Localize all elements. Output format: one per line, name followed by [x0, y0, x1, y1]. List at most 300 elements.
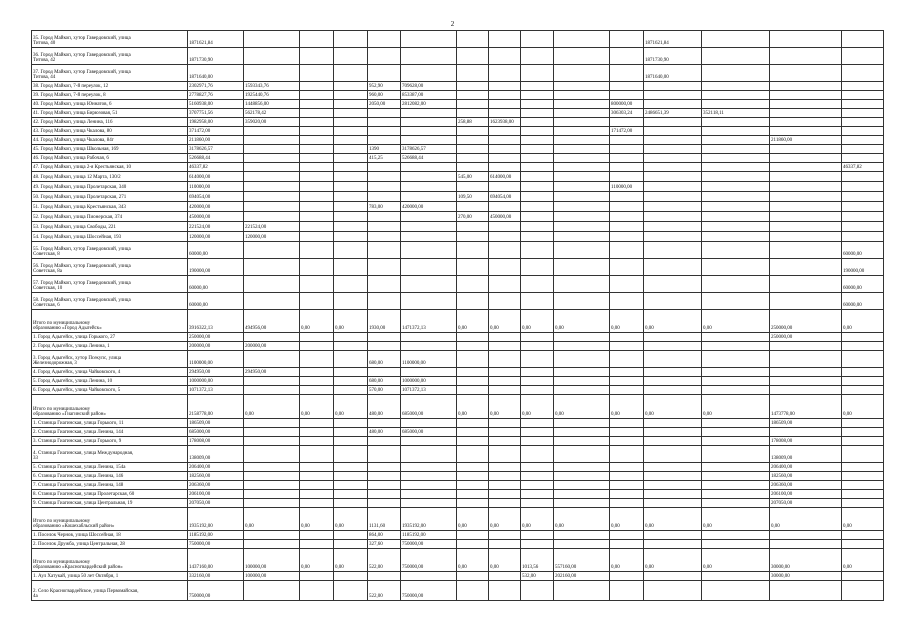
row-name-cell: 36. Город Майкоп, хутор Гавердовский, улица Титова, 42: [32, 48, 188, 65]
value-cell: [842, 490, 884, 499]
value-cell: [300, 531, 334, 540]
row-name-cell: 51. Город Майкоп, улица Крестьянская, 343: [32, 202, 188, 212]
value-cell: [770, 242, 842, 259]
value-cell: [702, 212, 770, 222]
value-cell: 3916322,13: [188, 310, 244, 333]
value-cell: [644, 333, 702, 342]
table-row: [32, 342, 884, 351]
value-cell: [702, 100, 770, 109]
value-cell: [401, 293, 457, 310]
value-cell: [521, 446, 554, 463]
value-cell: [368, 109, 401, 118]
value-cell: [521, 242, 554, 259]
value-cell: [521, 172, 554, 182]
value-cell: [457, 333, 489, 342]
value-cell: 750000,00: [401, 549, 457, 572]
value-cell: [554, 91, 610, 100]
value-cell: [554, 351, 610, 368]
value-cell: [457, 136, 489, 145]
value-cell: [702, 540, 770, 549]
value-cell: [457, 581, 489, 601]
value-cell: 202160,00: [554, 572, 610, 581]
value-cell: [457, 222, 489, 232]
value-cell: 1982958,00: [188, 118, 244, 127]
value-cell: 480,00: [368, 428, 401, 437]
value-cell: [244, 333, 300, 342]
value-cell: [554, 437, 610, 446]
value-cell: [401, 463, 457, 472]
value-cell: [368, 463, 401, 472]
value-cell: [644, 437, 702, 446]
value-cell: 294950,00: [188, 368, 244, 377]
value-cell: [489, 581, 521, 601]
table-row: [32, 481, 884, 490]
value-cell: 206400,00: [188, 463, 244, 472]
value-cell: [401, 222, 457, 232]
table-row: [32, 276, 884, 293]
value-cell: 306303,24: [610, 109, 644, 118]
value-cell: [644, 463, 702, 472]
value-cell: [334, 48, 368, 65]
value-cell: [401, 419, 457, 428]
value-cell: [521, 351, 554, 368]
value-cell: [521, 333, 554, 342]
value-cell: [457, 351, 489, 368]
value-cell: [300, 490, 334, 499]
value-cell: [489, 437, 521, 446]
value-cell: 783,00: [368, 202, 401, 212]
value-cell: [401, 446, 457, 463]
value-cell: [644, 342, 702, 351]
value-cell: [644, 232, 702, 242]
value-cell: [610, 446, 644, 463]
value-cell: [521, 48, 554, 65]
value-cell: [702, 222, 770, 232]
value-cell: [842, 419, 884, 428]
value-cell: [842, 377, 884, 386]
value-cell: [300, 232, 334, 242]
value-cell: [770, 109, 842, 118]
value-cell: [457, 572, 489, 581]
value-cell: 60000,00: [188, 293, 244, 310]
value-cell: [489, 276, 521, 293]
value-cell: 2486651,39: [644, 109, 702, 118]
value-cell: [368, 259, 401, 276]
value-cell: [702, 446, 770, 463]
value-cell: [334, 212, 368, 222]
row-name-cell: 9. Станица Гиагинская, улица Центральная, 19: [32, 499, 188, 508]
value-cell: 570,00: [368, 386, 401, 395]
value-cell: [554, 377, 610, 386]
value-cell: [702, 136, 770, 145]
value-cell: 709628,00: [401, 82, 457, 91]
value-cell: [457, 342, 489, 351]
value-cell: [521, 481, 554, 490]
value-cell: [457, 368, 489, 377]
value-cell: [401, 242, 457, 259]
row-name-cell: 38. Город Майкоп, 7-й переулок, 12: [32, 82, 188, 91]
value-cell: 1925440,76: [244, 91, 300, 100]
value-cell: [644, 127, 702, 136]
value-cell: 0,00: [244, 508, 300, 531]
value-cell: [644, 481, 702, 490]
row-name-cell: 4. Город Адыгейск, улица Чайковского, 4: [32, 368, 188, 377]
value-cell: 0,00: [489, 508, 521, 531]
value-cell: [300, 212, 334, 222]
value-cell: [489, 127, 521, 136]
value-cell: 694054,00: [489, 192, 521, 202]
value-cell: 250000,00: [770, 310, 842, 333]
value-cell: [521, 581, 554, 601]
value-cell: [644, 351, 702, 368]
data-table: [31, 30, 884, 601]
value-cell: [842, 118, 884, 127]
value-cell: [457, 91, 489, 100]
value-cell: [457, 437, 489, 446]
value-cell: [610, 472, 644, 481]
table-row: [32, 212, 884, 222]
value-cell: [489, 572, 521, 581]
value-cell: [368, 136, 401, 145]
value-cell: [489, 154, 521, 163]
value-cell: 1871640,00: [188, 65, 244, 82]
value-cell: [842, 31, 884, 48]
value-cell: [300, 65, 334, 82]
row-name-cell: 6. Город Адыгейск, улица Чайковского, 5: [32, 386, 188, 395]
value-cell: [300, 48, 334, 65]
value-cell: [554, 31, 610, 48]
value-cell: [300, 163, 334, 172]
value-cell: 60000,00: [188, 276, 244, 293]
value-cell: [300, 386, 334, 395]
value-cell: [489, 82, 521, 91]
value-cell: 0,00: [489, 395, 521, 419]
table-row: [32, 100, 884, 109]
value-cell: [521, 127, 554, 136]
value-cell: 0,00: [334, 310, 368, 333]
value-cell: [554, 368, 610, 377]
page-number: 2: [450, 20, 455, 28]
value-cell: [368, 182, 401, 192]
value-cell: [244, 212, 300, 222]
value-cell: [644, 242, 702, 259]
value-cell: [368, 118, 401, 127]
value-cell: 1935192,00: [401, 508, 457, 531]
value-cell: [457, 419, 489, 428]
value-cell: 685000,00: [401, 395, 457, 419]
value-cell: [300, 91, 334, 100]
row-name-cell: 42. Город Майкоп, улица Ленина, 116: [32, 118, 188, 127]
value-cell: 359020,00: [244, 118, 300, 127]
value-cell: [702, 232, 770, 242]
value-cell: 685000,00: [188, 428, 244, 437]
value-cell: 480,00: [368, 395, 401, 419]
value-cell: [521, 377, 554, 386]
row-name-cell: Итого по муниципальному образованию «Гиагинский район»: [32, 395, 188, 419]
value-cell: [610, 572, 644, 581]
value-cell: 952,90: [368, 82, 401, 91]
value-cell: [842, 212, 884, 222]
value-cell: [300, 182, 334, 192]
row-name-cell: 5. Город Адыгейск, улица Ленина, 10: [32, 377, 188, 386]
value-cell: 1930,00: [368, 310, 401, 333]
value-cell: [489, 202, 521, 212]
value-cell: [702, 145, 770, 154]
value-cell: [368, 222, 401, 232]
value-cell: [702, 202, 770, 212]
value-cell: [401, 472, 457, 481]
value-cell: [702, 490, 770, 499]
value-cell: [554, 232, 610, 242]
value-cell: [702, 118, 770, 127]
value-cell: [554, 212, 610, 222]
value-cell: [644, 386, 702, 395]
value-cell: [610, 481, 644, 490]
value-cell: [334, 163, 368, 172]
value-cell: [334, 499, 368, 508]
value-cell: [770, 65, 842, 82]
row-name-cell: 41. Город Майкоп, улица Бирюзовая, 51: [32, 109, 188, 118]
value-cell: [368, 368, 401, 377]
value-cell: [300, 481, 334, 490]
value-cell: [554, 48, 610, 65]
value-cell: 250000,00: [770, 333, 842, 342]
value-cell: [401, 232, 457, 242]
value-cell: [644, 222, 702, 232]
row-name-cell: 3. Город Адыгейск, хутор Псекупс, улица Железнодорожная, 3: [32, 351, 188, 368]
value-cell: [521, 163, 554, 172]
value-cell: [702, 91, 770, 100]
value-cell: [521, 182, 554, 192]
value-cell: [554, 145, 610, 154]
value-cell: 1000000,00: [401, 377, 457, 386]
table-row: [32, 428, 884, 437]
value-cell: [770, 182, 842, 192]
table-row: [32, 377, 884, 386]
value-cell: [244, 163, 300, 172]
value-cell: 1100000,00: [401, 351, 457, 368]
table-row: [32, 351, 884, 368]
value-cell: [457, 82, 489, 91]
value-cell: 0,00: [554, 310, 610, 333]
value-cell: [702, 581, 770, 601]
value-cell: [489, 377, 521, 386]
value-cell: 1390: [368, 145, 401, 154]
value-cell: [244, 202, 300, 212]
value-cell: 207050,00: [188, 499, 244, 508]
row-name-cell: 1. Аул Хатукай, улица 50 лет Октября, 1: [32, 572, 188, 581]
value-cell: [770, 428, 842, 437]
value-cell: [610, 192, 644, 202]
value-cell: 0,00: [457, 310, 489, 333]
value-cell: [457, 259, 489, 276]
value-cell: 3178626,57: [188, 145, 244, 154]
value-cell: [770, 342, 842, 351]
row-name-cell: 7. Станица Гиагинская, улица Ленина, 148: [32, 481, 188, 490]
value-cell: [644, 293, 702, 310]
value-cell: 207050,00: [770, 499, 842, 508]
row-name-cell: 6. Станица Гиагинская, улица Ленина, 146: [32, 472, 188, 481]
value-cell: [368, 65, 401, 82]
value-cell: 557160,00: [554, 549, 610, 572]
value-cell: [401, 163, 457, 172]
value-cell: [334, 65, 368, 82]
value-cell: [334, 136, 368, 145]
table-row: [32, 310, 884, 333]
value-cell: [610, 463, 644, 472]
value-cell: [702, 65, 770, 82]
value-cell: [610, 499, 644, 508]
value-cell: [842, 581, 884, 601]
value-cell: [368, 472, 401, 481]
value-cell: 494956,00: [244, 310, 300, 333]
row-name-cell: 48. Город Майкоп, улица 12 Марта, 130/2: [32, 172, 188, 182]
value-cell: [489, 293, 521, 310]
value-cell: 206360,00: [770, 481, 842, 490]
value-cell: [842, 351, 884, 368]
value-cell: 0,00: [842, 549, 884, 572]
value-cell: [401, 182, 457, 192]
row-name-cell: 37. Город Майкоп, хутор Гавердовский, улица Титова, 44: [32, 65, 188, 82]
table-body: [32, 31, 884, 601]
value-cell: [610, 259, 644, 276]
value-cell: [489, 490, 521, 499]
value-cell: [489, 333, 521, 342]
value-cell: 200000,00: [188, 342, 244, 351]
value-cell: [554, 65, 610, 82]
value-cell: [842, 145, 884, 154]
value-cell: 294950,00: [244, 368, 300, 377]
value-cell: 2302971,76: [188, 82, 244, 91]
value-cell: [300, 242, 334, 259]
value-cell: [702, 386, 770, 395]
value-cell: [300, 581, 334, 601]
value-cell: [300, 540, 334, 549]
value-cell: [770, 154, 842, 163]
value-cell: [644, 490, 702, 499]
value-cell: 0,00: [457, 395, 489, 419]
value-cell: [401, 437, 457, 446]
value-cell: 1473778,00: [770, 395, 842, 419]
value-cell: [644, 540, 702, 549]
value-cell: [842, 65, 884, 82]
value-cell: [610, 48, 644, 65]
value-cell: [244, 172, 300, 182]
value-cell: [457, 242, 489, 259]
value-cell: [610, 581, 644, 601]
table-row: [32, 82, 884, 91]
value-cell: [334, 154, 368, 163]
value-cell: [244, 182, 300, 192]
value-cell: [489, 48, 521, 65]
value-cell: [457, 490, 489, 499]
value-cell: [521, 540, 554, 549]
value-cell: 1593343,76: [244, 82, 300, 91]
value-cell: [554, 540, 610, 549]
row-name-cell: 44. Город Майкоп, улица Чкалова, 84г: [32, 136, 188, 145]
value-cell: [457, 499, 489, 508]
value-cell: [300, 351, 334, 368]
value-cell: 46337,82: [188, 163, 244, 172]
value-cell: 1185192,00: [188, 531, 244, 540]
value-cell: [644, 172, 702, 182]
value-cell: [300, 145, 334, 154]
value-cell: [368, 172, 401, 182]
value-cell: [334, 192, 368, 202]
value-cell: [702, 192, 770, 202]
table-row: [32, 31, 884, 48]
value-cell: [702, 342, 770, 351]
value-cell: [334, 109, 368, 118]
value-cell: [334, 82, 368, 91]
value-cell: [368, 192, 401, 202]
value-cell: [300, 127, 334, 136]
value-cell: 182560,00: [770, 472, 842, 481]
value-cell: 853387,00: [401, 91, 457, 100]
value-cell: [244, 428, 300, 437]
value-cell: [842, 446, 884, 463]
value-cell: [702, 368, 770, 377]
value-cell: [702, 154, 770, 163]
table-row: [32, 508, 884, 531]
value-cell: [489, 242, 521, 259]
value-cell: 2050,00: [368, 100, 401, 109]
value-cell: 750000,00: [188, 540, 244, 549]
value-cell: [702, 127, 770, 136]
value-cell: [457, 276, 489, 293]
value-cell: [334, 463, 368, 472]
value-cell: [300, 419, 334, 428]
value-cell: [610, 377, 644, 386]
value-cell: 1623938,00: [489, 118, 521, 127]
value-cell: [300, 333, 334, 342]
value-cell: [334, 182, 368, 192]
value-cell: 0,00: [244, 395, 300, 419]
value-cell: 109,50: [457, 192, 489, 202]
table-row: [32, 118, 884, 127]
value-cell: [334, 91, 368, 100]
value-cell: [644, 581, 702, 601]
value-cell: [554, 481, 610, 490]
value-cell: [300, 276, 334, 293]
value-cell: [842, 100, 884, 109]
value-cell: [401, 333, 457, 342]
value-cell: [610, 428, 644, 437]
table-row: [32, 172, 884, 182]
value-cell: [489, 109, 521, 118]
value-cell: [300, 377, 334, 386]
value-cell: [554, 100, 610, 109]
value-cell: [401, 490, 457, 499]
value-cell: [334, 145, 368, 154]
value-cell: [610, 540, 644, 549]
value-cell: 0,00: [554, 395, 610, 419]
value-cell: [334, 419, 368, 428]
value-cell: [368, 232, 401, 242]
table-row: [32, 333, 884, 342]
value-cell: [334, 446, 368, 463]
value-cell: [244, 154, 300, 163]
value-cell: 532,00: [521, 572, 554, 581]
value-cell: [770, 48, 842, 65]
value-cell: [554, 136, 610, 145]
value-cell: [521, 490, 554, 499]
value-cell: [770, 293, 842, 310]
value-cell: [489, 540, 521, 549]
value-cell: [644, 377, 702, 386]
value-cell: [702, 48, 770, 65]
value-cell: [334, 428, 368, 437]
